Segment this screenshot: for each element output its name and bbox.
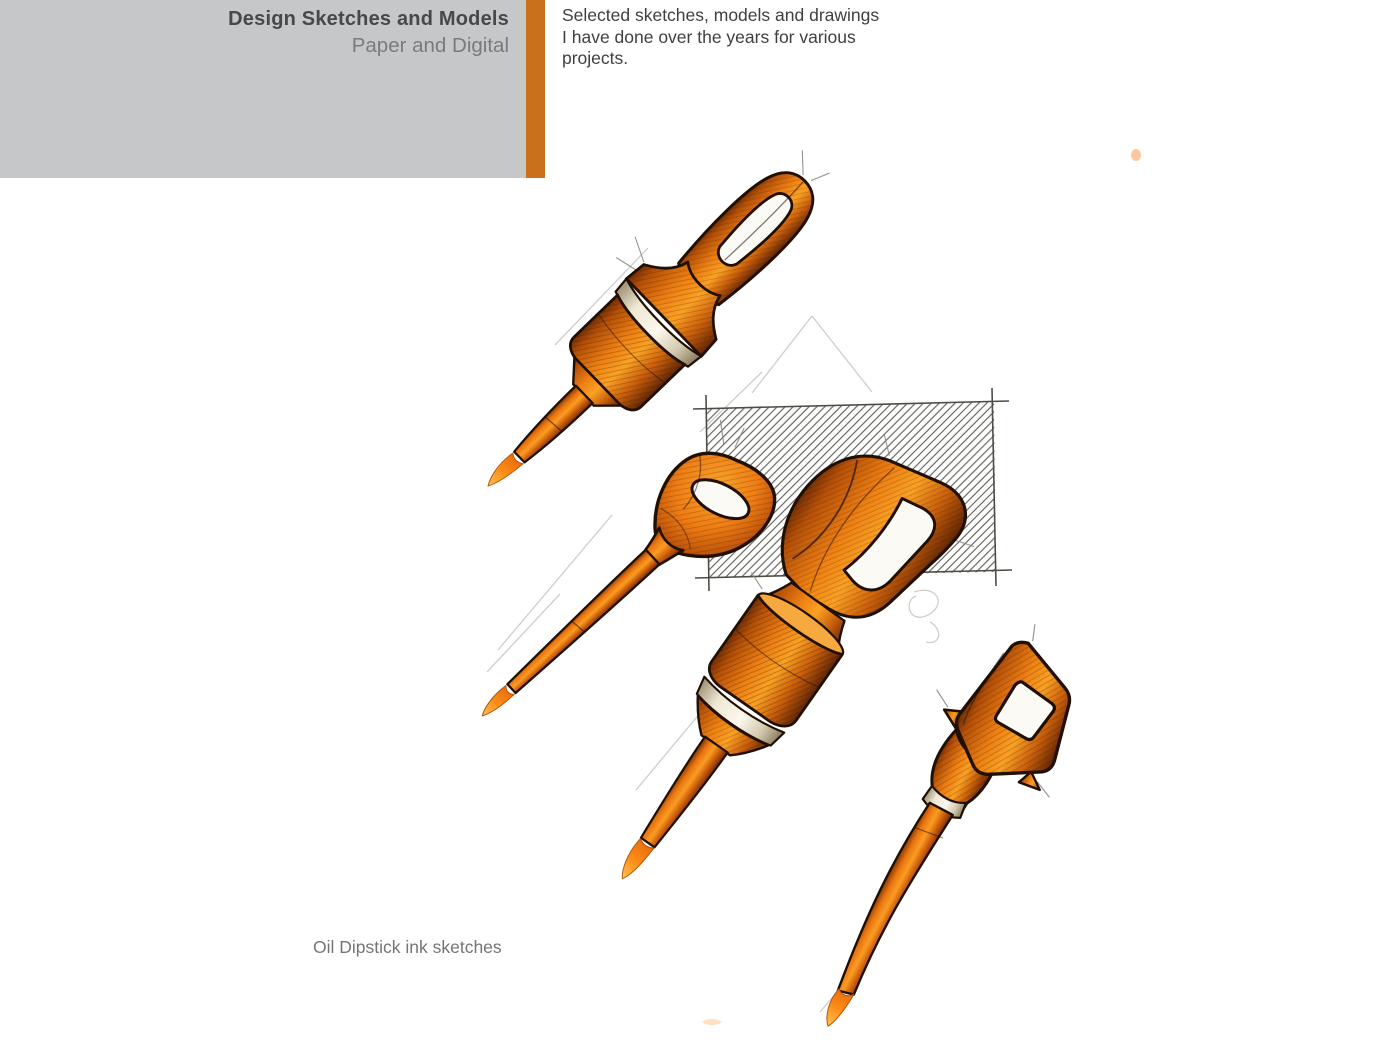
figure-caption: Oil Dipstick ink sketches xyxy=(313,937,502,957)
page-title: Design Sketches and Models xyxy=(228,8,509,30)
page-subtitle: Paper and Digital xyxy=(351,34,509,57)
intro-line: Selected sketches, models and drawings xyxy=(562,5,880,25)
pencil-guide-lines xyxy=(487,248,939,1012)
intro-line: I have done over the years for various xyxy=(562,26,856,47)
stray-marker-dots xyxy=(703,149,1141,1025)
intro-line: projects. xyxy=(562,48,629,68)
